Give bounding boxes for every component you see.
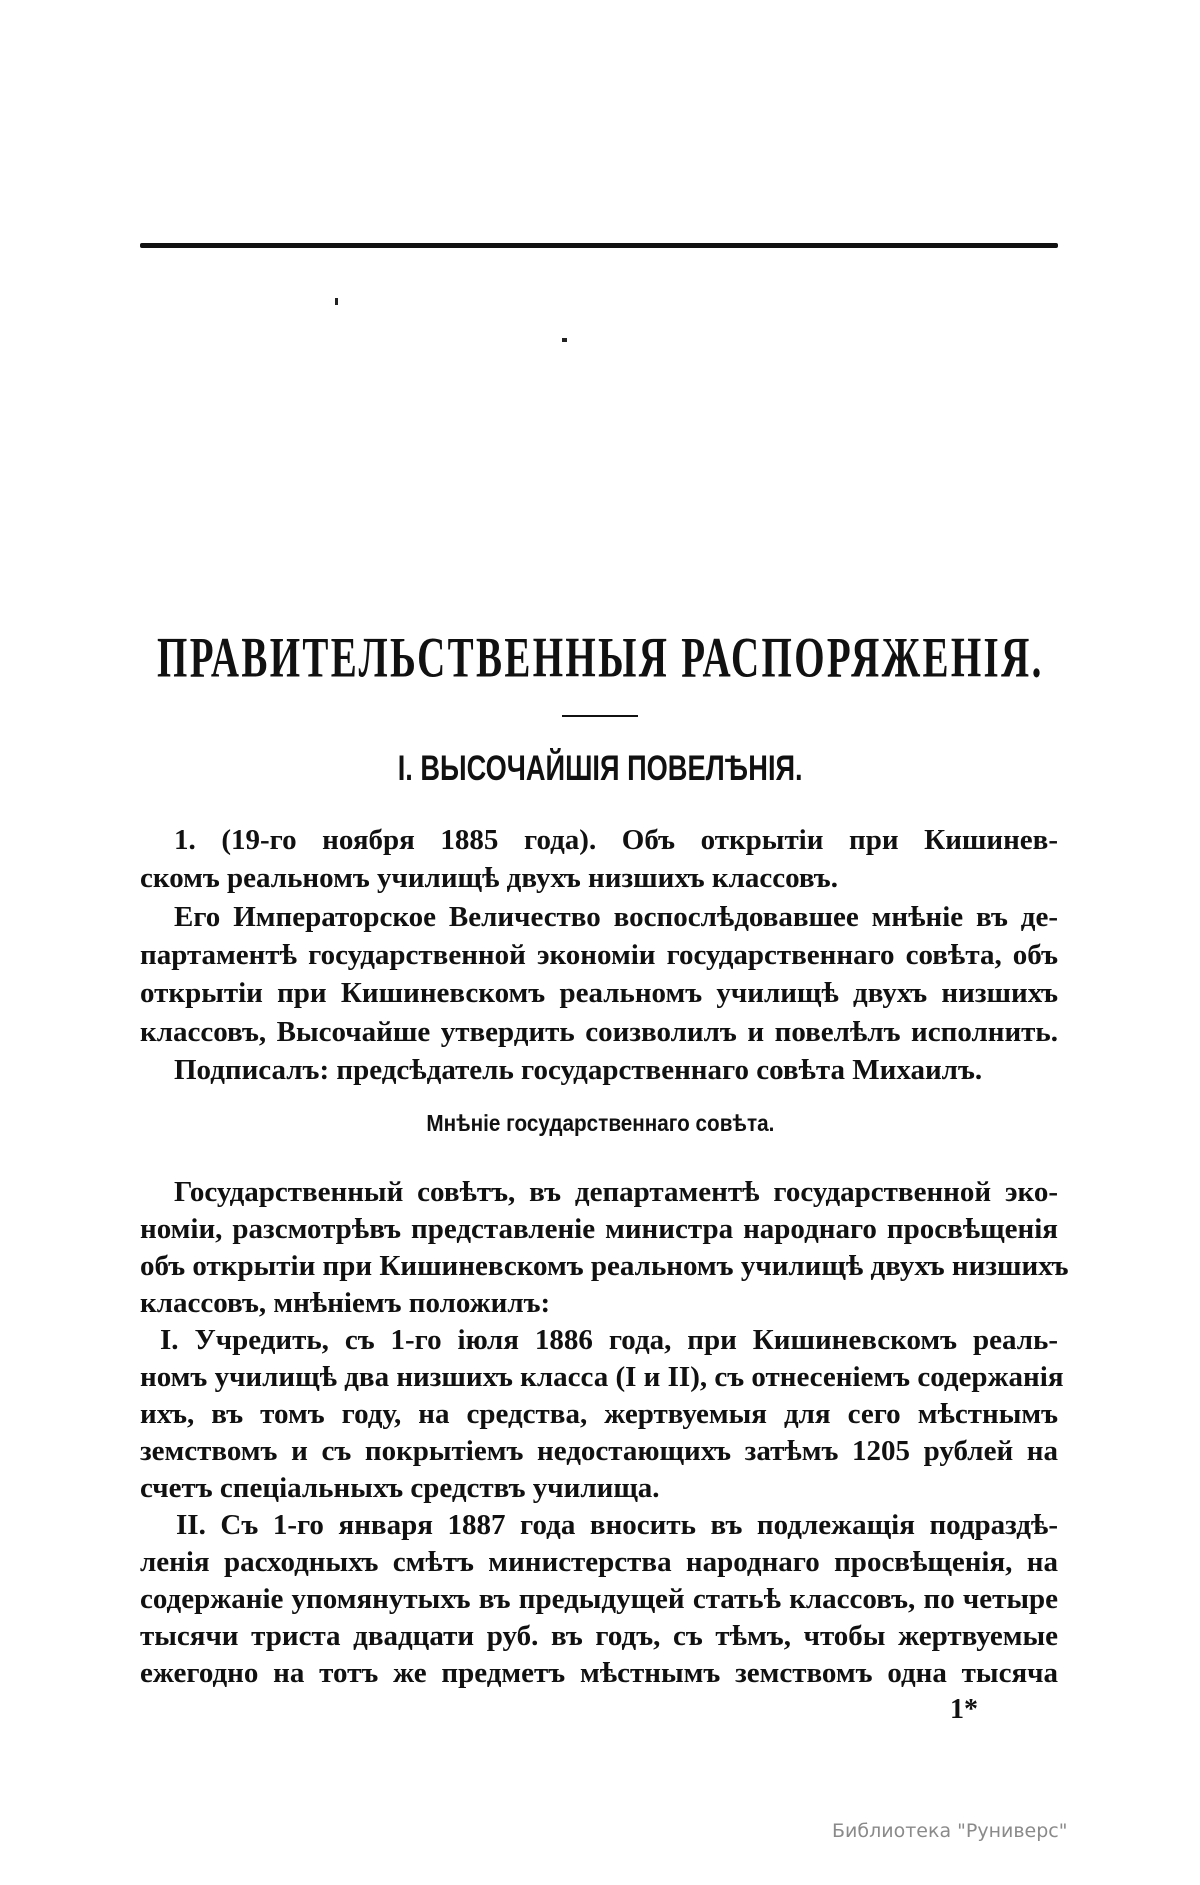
subheading — [0, 1110, 1200, 1137]
text-line: ленія расходныхъ смѣтъ министерства народнаго просвѣщенія, на — [140, 1546, 1058, 1578]
top-rule — [140, 243, 1058, 248]
text-line: земствомъ и съ покрытіемъ недостающихъ затѣмъ 1205 рублей на — [140, 1435, 1058, 1467]
print-speck — [562, 338, 567, 342]
text-line: Его Императорское Величество воспослѣдовавшее мнѣніе въ де- — [174, 900, 1058, 933]
section-heading-text: I. ВЫСОЧАЙШІЯ ПОВЕЛѢНІЯ. — [397, 748, 803, 788]
text-line: ихъ, въ томъ году, на средства, жертвуемыя для сего мѣстнымъ — [140, 1398, 1058, 1430]
text-line: партаментѣ государственной экономіи государственнаго совѣта, объ — [140, 938, 1058, 971]
text-line: ежегодно на тотъ же предметъ мѣстнымъ земствомъ одна тысяча — [140, 1657, 1058, 1689]
text-line: счетъ спеціальныхъ средствъ училища. — [140, 1472, 660, 1504]
page-title — [0, 624, 1200, 690]
text-line: I. Учредить, съ 1-го іюля 1886 года, при Кишиневскомъ реаль- — [160, 1324, 1058, 1356]
text-line: номъ училищѣ два низшихъ класса (I и II), съ отнесеніемъ содержанія — [140, 1361, 1064, 1393]
text-line: 1. (19-го ноября 1885 года). Объ открытіи при Кишинев- — [174, 824, 1058, 856]
text-line: номіи, разсмотрѣвъ представленіе министра народнаго просвѣщенія — [140, 1213, 1058, 1245]
subheading-text: Мнѣніе государственнаго совѣта. — [425, 1110, 775, 1136]
page-title-text: ПРАВИТЕЛЬСТВЕННЫЯ РАСПОРЯЖЕНІЯ. — [156, 624, 1044, 690]
text-line: скомъ реальномъ училищѣ двухъ низшихъ классовъ. — [140, 862, 838, 895]
section-heading — [0, 750, 1200, 787]
text-line: объ открытіи при Кишиневскомъ реальномъ училищѣ двухъ низшихъ — [140, 1250, 1069, 1282]
page-number: 1* — [950, 1694, 978, 1725]
text-line: классовъ, Высочайше утвердить соизволилъ и повелѣлъ исполнить. — [140, 1015, 1058, 1048]
text-line: тысячи триста двадцати руб. въ годъ, съ тѣмъ, чтобы жертвуемые — [140, 1620, 1058, 1652]
text-line: классовъ, мнѣніемъ положилъ: — [140, 1287, 551, 1319]
text-line: открытіи при Кишиневскомъ реальномъ училищѣ двухъ низшихъ — [140, 977, 1058, 1010]
title-divider — [562, 715, 638, 717]
text-line: содержаніе упомянутыхъ въ предыдущей статьѣ классовъ, по четыре — [140, 1583, 1058, 1615]
print-speck — [335, 298, 338, 305]
watermark: Библиотека "Руниверс" — [832, 1820, 1068, 1842]
text-line: Государственный совѣтъ, въ департаментѣ государственной эко- — [174, 1176, 1058, 1208]
text-line: II. Съ 1-го января 1887 года вносить въ подлежащія подраздѣ- — [176, 1509, 1058, 1541]
text-line: Подписалъ: предсѣдатель государственнаго совѣта Михаилъ. — [174, 1053, 983, 1086]
